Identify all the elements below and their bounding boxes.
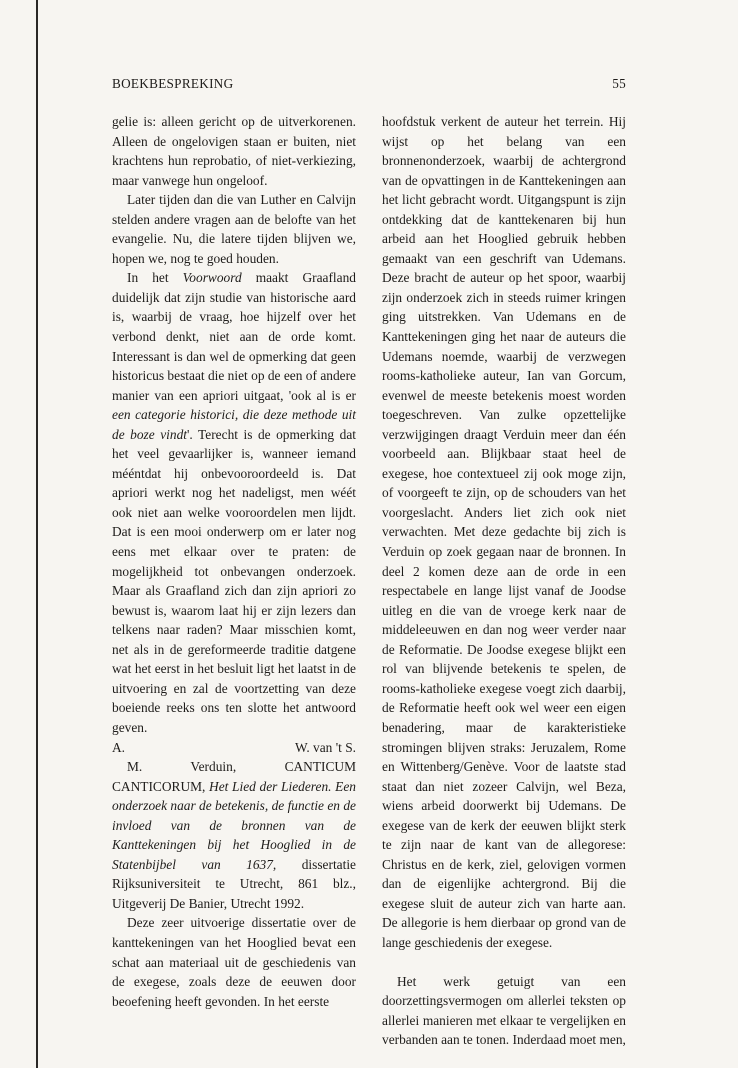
- text-run: maakt Graafland duidelijk dat zijn studie van historische aard is, waarbij de vraag, hoe hijzelf over het verbond denkt, niet aan de orde komt. Interessant is dan wel de opmerking dat geen historicus bestaat die niet op de een of andere manier van een apriori uitgaat, 'ook al is er: [112, 270, 356, 403]
- paragraph-gap: [382, 953, 626, 972]
- italic-quote: een categorie historici, die deze methode uit de boze vindt: [112, 407, 356, 442]
- book-bibliography: [112, 757, 356, 913]
- text-run: In het: [127, 270, 183, 286]
- book-subtitle: Het Lied der Liederen. Een onderzoek naar de betekenis, de functie en de invloed van de bronnen van de Kanttekeningen bij het Hooglied in de Statenbijbel van 1637,: [112, 778, 356, 872]
- review-paragraph: Het werk getuigt van een doorzettingsvermogen om allerlei teksten op allerlei manieren met elkaar te vergelijken en verbanden aan te tonen. Inderdaad moet men,: [382, 973, 626, 1048]
- review-paragraph: Deze zeer uitvoerige dissertatie over de kanttekeningen van het Hooglied bevat een schat aan materiaal uit de geschiedenis van de exegese, zoals deze de eeuwen door beoefening heeft gevonden. In het eerste: [112, 915, 356, 1009]
- review-signature: [112, 738, 356, 758]
- book-author-title: M. Verduin, CANTICUM CANTICORUM,: [112, 759, 356, 794]
- page-header: [112, 76, 626, 94]
- review-paragraph-voorwoord: [112, 268, 356, 737]
- right-column: [382, 112, 626, 1050]
- italic-title: Voorwoord: [182, 270, 242, 286]
- left-column: [112, 112, 356, 1011]
- running-title: BOEKBESPREKING: [112, 76, 234, 91]
- text-run: '. Terecht is de opmerking dat het veel gevaarlijker is, wanneer iemand mééntdat hij onbevooroordeeld is. Dat apriori werkt nog het nadeligst, men wéét ook niet aan welke vooroordelen men lijdt. Dat is een mooi onderwerp om er later nog eens met elkaar over te praten: de mogelijkheid tot onbevangen onderzoek. Maar als Graafland zich dan zijn apriori zo bewust is, waarom laat hij er zijn lezers dan telkens naar raden? Maar misschien komt, net als in de gereformeerde traditie datgene wat het eerst in het besluit ligt het laatst in de uitvoering en zal de voortzetting van deze boeiende reeks ons ten slotte het antwoord geven.: [112, 426, 356, 735]
- signature-initial: A.: [112, 739, 126, 755]
- review-paragraph-continued: hoofdstuk verkent de auteur het terrein. Hij wijst op het belang van een bronnenonderzoek, waarbij de achtergrond van de opvattingen in de Kanttekeningen aan het licht gebracht wordt. Uitgangspunt is zijn ontdekking dat de kanttekenaren bij hun arbeid aan het Hooglied gebruik hebben gemaakt van een geschrift van Udemans. Deze bracht de auteur op het spoor, waarbij zijn onderzoek zich in steeds ruimer kringen ging uitstrekken. Van Udemans en de Kanttekeningen ging het naar de auteurs die Udemans noemde, waarbij de verzwegen rooms-katholieke auteur, Ian van Gorcum, evenwel de meeste betekenis moest worden toegeschreven. Van zulke opzettelijke verzwijgingen draagt Verduin meer dan één voorbeeld aan. Blijkbaar staat heel de exegese, hoe contextueel zij ook moge zijn, of voorgeeft te zijn, op de schouders van het voorgeslacht. Anders liet zich ook niet verwachten. Met deze gedachte bij zich is Verduin op zoek gegaan naar de bronnen. In deel 2 komen deze aan de orde in een respectabele en lange lijst vanaf de Joodse uitleg en die van de vroege kerk naar de middeleeuwen en dan nog weer verder naar de Reformatie. De Joodse exegese blijkt een rol van blijvende betekenis te spelen, de rooms-katholieke exegese voegt zich daarbij, de Reformatie heeft ook wel weer een eigen benadering, maar de karakteristieke stromingen blijven straks: Jeruzalem, Rome en Wittenberg/Genève. Voor de laatste stad staat dan niet zozeer Calvijn, wel Beza, wiens arbeid doorwerkt bij Udemans. De exegese van de kerk der eeuwen blijkt sterk te zijn naar de kant van de allegorese: Christus en de kerk, ziel, gelovigen vormen dan de eigenlijke achtergrond. Bij die exegese sluit de auteur zich van harte aan. De allegorie is hem dierbaar op grond van de lange geschiedenis der exegese.: [382, 114, 626, 950]
- review-paragraph-continued: gelie is: alleen gericht op de uitverkorenen. Alleen de ongelovigen staan er buiten, niet krachtens hun reprobatio, of niet-verkiezing, maar vanwege hun ongeloof.: [112, 114, 356, 188]
- review-paragraph: Later tijden dan die van Luther en Calvijn stelden andere vragen aan de belofte van het evangelie. Nu, die latere tijden blijven we, hopen we, nog te goed houden.: [112, 192, 356, 266]
- book-publication-details: dissertatie Rijksuniversiteit te Utrecht, 861 blz., Uitgeverij De Banier, Utrecht 1992.: [112, 856, 356, 911]
- page-binding-edge: [36, 0, 38, 1068]
- signature-name: W. van 't S.: [294, 739, 356, 755]
- page-number: 55: [612, 76, 626, 91]
